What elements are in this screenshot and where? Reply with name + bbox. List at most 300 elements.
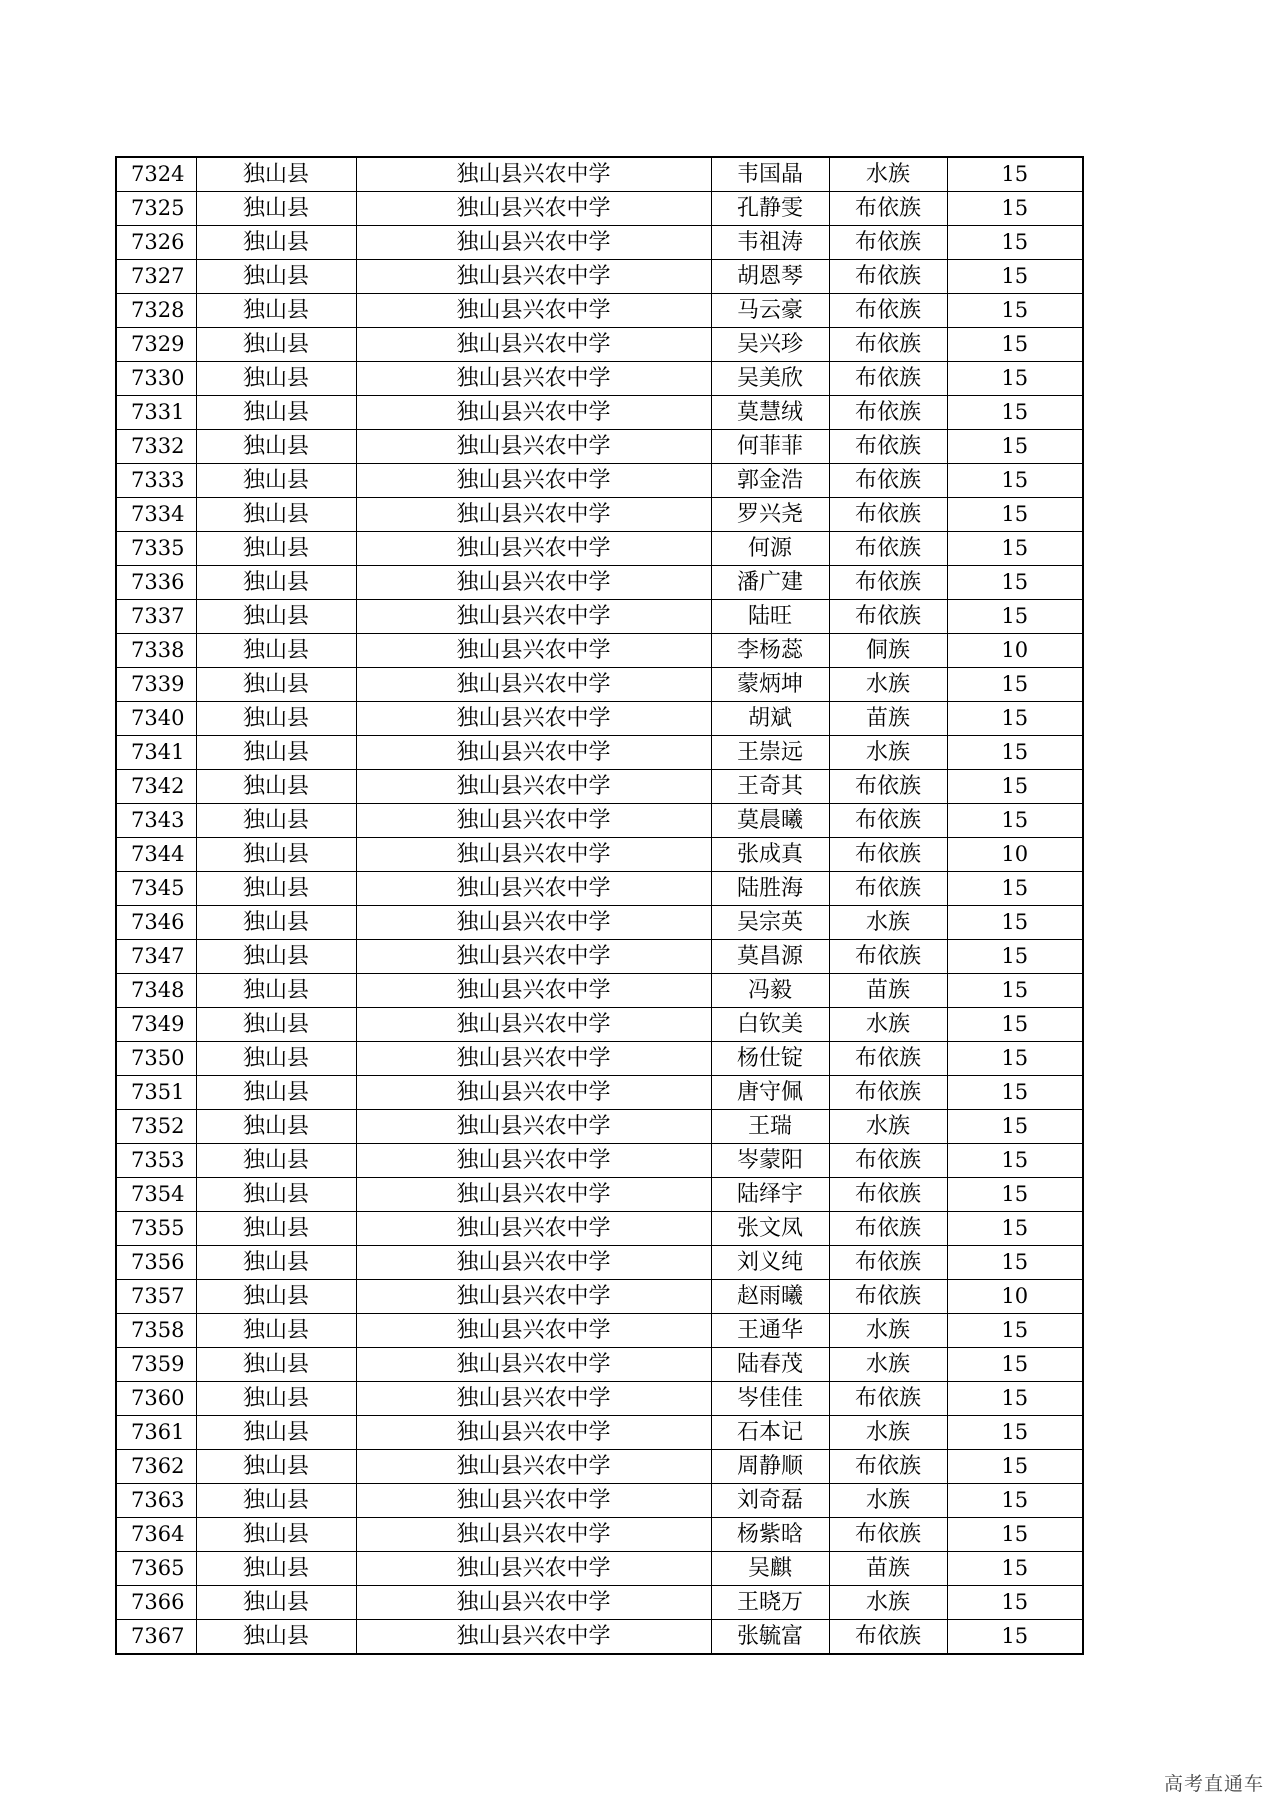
table-row (116, 1178, 1083, 1212)
score-cell: 15 (947, 1416, 1083, 1450)
row-number: 7337 (116, 600, 196, 634)
school-cell: 独山县兴农中学 (356, 464, 711, 498)
ethnicity-cell: 水族 (829, 1008, 947, 1042)
row-number: 7336 (116, 566, 196, 600)
name-cell: 吴宗英 (711, 906, 829, 940)
score-cell: 15 (947, 1212, 1083, 1246)
county-cell: 独山县 (196, 1552, 356, 1586)
ethnicity-cell: 布依族 (829, 1178, 947, 1212)
school-cell: 独山县兴农中学 (356, 1008, 711, 1042)
county-cell: 独山县 (196, 702, 356, 736)
school-cell: 独山县兴农中学 (356, 157, 711, 192)
name-cell: 周静顺 (711, 1450, 829, 1484)
score-cell: 15 (947, 1450, 1083, 1484)
name-cell: 王崇远 (711, 736, 829, 770)
name-cell: 马云豪 (711, 294, 829, 328)
school-cell: 独山县兴农中学 (356, 192, 711, 226)
row-number: 7331 (116, 396, 196, 430)
ethnicity-cell: 水族 (829, 1586, 947, 1620)
table-row (116, 532, 1083, 566)
name-cell: 吴美欣 (711, 362, 829, 396)
name-cell: 胡斌 (711, 702, 829, 736)
ethnicity-cell: 布依族 (829, 396, 947, 430)
county-cell: 独山县 (196, 396, 356, 430)
school-cell: 独山县兴农中学 (356, 1382, 711, 1416)
ethnicity-cell: 布依族 (829, 362, 947, 396)
school-cell: 独山县兴农中学 (356, 770, 711, 804)
score-cell: 15 (947, 362, 1083, 396)
ethnicity-cell: 布依族 (829, 770, 947, 804)
score-cell: 15 (947, 736, 1083, 770)
name-cell: 王奇其 (711, 770, 829, 804)
county-cell: 独山县 (196, 1620, 356, 1655)
name-cell: 刘奇磊 (711, 1484, 829, 1518)
row-number: 7346 (116, 906, 196, 940)
county-cell: 独山县 (196, 532, 356, 566)
row-number: 7353 (116, 1144, 196, 1178)
name-cell: 郭金浩 (711, 464, 829, 498)
row-number: 7356 (116, 1246, 196, 1280)
county-cell: 独山县 (196, 1382, 356, 1416)
score-cell: 15 (947, 532, 1083, 566)
row-number: 7332 (116, 430, 196, 464)
county-cell: 独山县 (196, 1246, 356, 1280)
table-row (116, 1416, 1083, 1450)
name-cell: 王瑞 (711, 1110, 829, 1144)
table-row (116, 566, 1083, 600)
school-cell: 独山县兴农中学 (356, 906, 711, 940)
name-cell: 赵雨曦 (711, 1280, 829, 1314)
ethnicity-cell: 布依族 (829, 1212, 947, 1246)
row-number: 7345 (116, 872, 196, 906)
ethnicity-cell: 水族 (829, 668, 947, 702)
school-cell: 独山县兴农中学 (356, 1552, 711, 1586)
row-number: 7342 (116, 770, 196, 804)
row-number: 7357 (116, 1280, 196, 1314)
county-cell: 独山县 (196, 1076, 356, 1110)
score-cell: 15 (947, 566, 1083, 600)
table-row (116, 1450, 1083, 1484)
county-cell: 独山县 (196, 1110, 356, 1144)
name-cell: 李杨蕊 (711, 634, 829, 668)
school-cell: 独山县兴农中学 (356, 1348, 711, 1382)
school-cell: 独山县兴农中学 (356, 498, 711, 532)
school-cell: 独山县兴农中学 (356, 974, 711, 1008)
row-number: 7340 (116, 702, 196, 736)
name-cell: 陆胜海 (711, 872, 829, 906)
name-cell: 孔静雯 (711, 192, 829, 226)
score-cell: 15 (947, 260, 1083, 294)
table-row (116, 872, 1083, 906)
table-row (116, 940, 1083, 974)
county-cell: 独山县 (196, 1280, 356, 1314)
name-cell: 石本记 (711, 1416, 829, 1450)
school-cell: 独山县兴农中学 (356, 566, 711, 600)
school-cell: 独山县兴农中学 (356, 430, 711, 464)
table-row (116, 1552, 1083, 1586)
county-cell: 独山县 (196, 974, 356, 1008)
school-cell: 独山县兴农中学 (356, 1212, 711, 1246)
table-row (116, 600, 1083, 634)
row-number: 7364 (116, 1518, 196, 1552)
school-cell: 独山县兴农中学 (356, 702, 711, 736)
table-row (116, 1518, 1083, 1552)
county-cell: 独山县 (196, 464, 356, 498)
ethnicity-cell: 布依族 (829, 1246, 947, 1280)
ethnicity-cell: 布依族 (829, 498, 947, 532)
name-cell: 罗兴尧 (711, 498, 829, 532)
county-cell: 独山县 (196, 1144, 356, 1178)
score-cell: 15 (947, 1620, 1083, 1655)
score-cell: 15 (947, 804, 1083, 838)
school-cell: 独山县兴农中学 (356, 1484, 711, 1518)
score-cell: 15 (947, 498, 1083, 532)
ethnicity-cell: 布依族 (829, 1280, 947, 1314)
table-row (116, 328, 1083, 362)
row-number: 7365 (116, 1552, 196, 1586)
row-number: 7338 (116, 634, 196, 668)
score-cell: 15 (947, 1348, 1083, 1382)
row-number: 7343 (116, 804, 196, 838)
ethnicity-cell: 水族 (829, 1348, 947, 1382)
county-cell: 独山县 (196, 1348, 356, 1382)
row-number: 7354 (116, 1178, 196, 1212)
ethnicity-cell: 水族 (829, 736, 947, 770)
table-body (116, 157, 1083, 1654)
row-number: 7325 (116, 192, 196, 226)
ethnicity-cell: 布依族 (829, 1382, 947, 1416)
county-cell: 独山县 (196, 804, 356, 838)
score-cell: 15 (947, 157, 1083, 192)
ethnicity-cell: 布依族 (829, 260, 947, 294)
name-cell: 陆绎宇 (711, 1178, 829, 1212)
table-row (116, 1076, 1083, 1110)
score-cell: 15 (947, 1518, 1083, 1552)
name-cell: 杨紫晗 (711, 1518, 829, 1552)
school-cell: 独山县兴农中学 (356, 1518, 711, 1552)
table-row (116, 192, 1083, 226)
row-number: 7344 (116, 838, 196, 872)
row-number: 7352 (116, 1110, 196, 1144)
score-cell: 10 (947, 1280, 1083, 1314)
ethnicity-cell: 水族 (829, 1484, 947, 1518)
row-number: 7339 (116, 668, 196, 702)
table-row (116, 157, 1083, 192)
school-cell: 独山县兴农中学 (356, 804, 711, 838)
table-row (116, 1348, 1083, 1382)
ethnicity-cell: 水族 (829, 157, 947, 192)
table-row (116, 906, 1083, 940)
score-cell: 15 (947, 464, 1083, 498)
row-number: 7328 (116, 294, 196, 328)
score-cell: 15 (947, 702, 1083, 736)
score-cell: 15 (947, 770, 1083, 804)
school-cell: 独山县兴农中学 (356, 1246, 711, 1280)
school-cell: 独山县兴农中学 (356, 872, 711, 906)
row-number: 7326 (116, 226, 196, 260)
row-number: 7324 (116, 157, 196, 192)
score-cell: 15 (947, 430, 1083, 464)
ethnicity-cell: 布依族 (829, 872, 947, 906)
ethnicity-cell: 水族 (829, 1416, 947, 1450)
score-cell: 15 (947, 1484, 1083, 1518)
table-row (116, 804, 1083, 838)
county-cell: 独山县 (196, 498, 356, 532)
county-cell: 独山县 (196, 1484, 356, 1518)
name-cell: 岑佳佳 (711, 1382, 829, 1416)
name-cell: 潘广建 (711, 566, 829, 600)
score-cell: 10 (947, 634, 1083, 668)
score-cell: 15 (947, 1178, 1083, 1212)
ethnicity-cell: 苗族 (829, 974, 947, 1008)
table-row (116, 226, 1083, 260)
county-cell: 独山县 (196, 1586, 356, 1620)
name-cell: 白钦美 (711, 1008, 829, 1042)
table-row (116, 396, 1083, 430)
county-cell: 独山县 (196, 430, 356, 464)
data-table (115, 156, 1084, 1655)
score-cell: 10 (947, 838, 1083, 872)
school-cell: 独山县兴农中学 (356, 1144, 711, 1178)
ethnicity-cell: 布依族 (829, 1450, 947, 1484)
ethnicity-cell: 布依族 (829, 804, 947, 838)
score-cell: 15 (947, 1042, 1083, 1076)
ethnicity-cell: 水族 (829, 1314, 947, 1348)
table-row (116, 464, 1083, 498)
county-cell: 独山县 (196, 1178, 356, 1212)
row-number: 7351 (116, 1076, 196, 1110)
name-cell: 何菲菲 (711, 430, 829, 464)
school-cell: 独山县兴农中学 (356, 1042, 711, 1076)
name-cell: 冯毅 (711, 974, 829, 1008)
table-row (116, 1042, 1083, 1076)
name-cell: 蒙炳坤 (711, 668, 829, 702)
row-number: 7327 (116, 260, 196, 294)
score-cell: 15 (947, 1586, 1083, 1620)
table-row (116, 1212, 1083, 1246)
row-number: 7349 (116, 1008, 196, 1042)
table-row (116, 702, 1083, 736)
school-cell: 独山县兴农中学 (356, 328, 711, 362)
row-number: 7341 (116, 736, 196, 770)
ethnicity-cell: 布依族 (829, 328, 947, 362)
score-cell: 15 (947, 940, 1083, 974)
row-number: 7362 (116, 1450, 196, 1484)
school-cell: 独山县兴农中学 (356, 838, 711, 872)
county-cell: 独山县 (196, 906, 356, 940)
row-number: 7335 (116, 532, 196, 566)
county-cell: 独山县 (196, 260, 356, 294)
table-row (116, 1484, 1083, 1518)
school-cell: 独山县兴农中学 (356, 1178, 711, 1212)
table-row (116, 838, 1083, 872)
ethnicity-cell: 布依族 (829, 226, 947, 260)
table-row (116, 770, 1083, 804)
score-cell: 15 (947, 1246, 1083, 1280)
row-number: 7348 (116, 974, 196, 1008)
row-number: 7330 (116, 362, 196, 396)
school-cell: 独山县兴农中学 (356, 1416, 711, 1450)
table-row (116, 430, 1083, 464)
county-cell: 独山县 (196, 157, 356, 192)
county-cell: 独山县 (196, 600, 356, 634)
score-cell: 15 (947, 872, 1083, 906)
ethnicity-cell: 布依族 (829, 464, 947, 498)
score-cell: 15 (947, 1144, 1083, 1178)
school-cell: 独山县兴农中学 (356, 1280, 711, 1314)
table-row (116, 498, 1083, 532)
school-cell: 独山县兴农中学 (356, 600, 711, 634)
score-cell: 15 (947, 668, 1083, 702)
score-cell: 15 (947, 226, 1083, 260)
name-cell: 杨仕锭 (711, 1042, 829, 1076)
score-cell: 15 (947, 1008, 1083, 1042)
name-cell: 张毓富 (711, 1620, 829, 1655)
county-cell: 独山县 (196, 736, 356, 770)
row-number: 7334 (116, 498, 196, 532)
row-number: 7329 (116, 328, 196, 362)
score-cell: 15 (947, 192, 1083, 226)
score-cell: 15 (947, 1314, 1083, 1348)
school-cell: 独山县兴农中学 (356, 396, 711, 430)
table-row (116, 1586, 1083, 1620)
row-number: 7360 (116, 1382, 196, 1416)
row-number: 7350 (116, 1042, 196, 1076)
ethnicity-cell: 布依族 (829, 1144, 947, 1178)
table-row (116, 1314, 1083, 1348)
table-row (116, 634, 1083, 668)
county-cell: 独山县 (196, 634, 356, 668)
name-cell: 胡恩琴 (711, 260, 829, 294)
ethnicity-cell: 布依族 (829, 532, 947, 566)
ethnicity-cell: 布依族 (829, 192, 947, 226)
county-cell: 独山县 (196, 668, 356, 702)
ethnicity-cell: 布依族 (829, 1042, 947, 1076)
school-cell: 独山县兴农中学 (356, 362, 711, 396)
ethnicity-cell: 布依族 (829, 294, 947, 328)
ethnicity-cell: 苗族 (829, 1552, 947, 1586)
county-cell: 独山县 (196, 226, 356, 260)
school-cell: 独山县兴农中学 (356, 1586, 711, 1620)
name-cell: 何源 (711, 532, 829, 566)
watermark-text: 高考直通车 (1163, 1773, 1264, 1795)
county-cell: 独山县 (196, 838, 356, 872)
table-row (116, 736, 1083, 770)
row-number: 7358 (116, 1314, 196, 1348)
school-cell: 独山县兴农中学 (356, 294, 711, 328)
table-row (116, 1280, 1083, 1314)
county-cell: 独山县 (196, 294, 356, 328)
score-cell: 15 (947, 1382, 1083, 1416)
row-number: 7355 (116, 1212, 196, 1246)
table-row (116, 1144, 1083, 1178)
name-cell: 王晓万 (711, 1586, 829, 1620)
name-cell: 唐守佩 (711, 1076, 829, 1110)
name-cell: 陆旺 (711, 600, 829, 634)
county-cell: 独山县 (196, 362, 356, 396)
table-row (116, 260, 1083, 294)
school-cell: 独山县兴农中学 (356, 1076, 711, 1110)
name-cell: 莫慧绒 (711, 396, 829, 430)
county-cell: 独山县 (196, 1008, 356, 1042)
score-cell: 15 (947, 328, 1083, 362)
ethnicity-cell: 布依族 (829, 1620, 947, 1655)
name-cell: 莫晨曦 (711, 804, 829, 838)
ethnicity-cell: 水族 (829, 906, 947, 940)
table-row (116, 362, 1083, 396)
school-cell: 独山县兴农中学 (356, 668, 711, 702)
county-cell: 独山县 (196, 770, 356, 804)
school-cell: 独山县兴农中学 (356, 260, 711, 294)
table-row (116, 668, 1083, 702)
score-cell: 15 (947, 396, 1083, 430)
score-cell: 15 (947, 1552, 1083, 1586)
school-cell: 独山县兴农中学 (356, 634, 711, 668)
row-number: 7359 (116, 1348, 196, 1382)
county-cell: 独山县 (196, 1450, 356, 1484)
school-cell: 独山县兴农中学 (356, 1110, 711, 1144)
school-cell: 独山县兴农中学 (356, 226, 711, 260)
ethnicity-cell: 布依族 (829, 940, 947, 974)
row-number: 7347 (116, 940, 196, 974)
table-row (116, 1382, 1083, 1416)
table-row (116, 1110, 1083, 1144)
ethnicity-cell: 布依族 (829, 1076, 947, 1110)
school-cell: 独山县兴农中学 (356, 1314, 711, 1348)
county-cell: 独山县 (196, 1042, 356, 1076)
school-cell: 独山县兴农中学 (356, 736, 711, 770)
county-cell: 独山县 (196, 1416, 356, 1450)
county-cell: 独山县 (196, 328, 356, 362)
table-row (116, 974, 1083, 1008)
ethnicity-cell: 侗族 (829, 634, 947, 668)
name-cell: 韦祖涛 (711, 226, 829, 260)
ethnicity-cell: 布依族 (829, 430, 947, 464)
score-cell: 15 (947, 906, 1083, 940)
name-cell: 王通华 (711, 1314, 829, 1348)
score-cell: 15 (947, 1110, 1083, 1144)
school-cell: 独山县兴农中学 (356, 532, 711, 566)
ethnicity-cell: 布依族 (829, 600, 947, 634)
table-row (116, 294, 1083, 328)
name-cell: 吴麒 (711, 1552, 829, 1586)
row-number: 7333 (116, 464, 196, 498)
school-cell: 独山县兴农中学 (356, 1450, 711, 1484)
row-number: 7367 (116, 1620, 196, 1655)
county-cell: 独山县 (196, 192, 356, 226)
ethnicity-cell: 布依族 (829, 566, 947, 600)
ethnicity-cell: 苗族 (829, 702, 947, 736)
name-cell: 张成真 (711, 838, 829, 872)
table-row (116, 1620, 1083, 1655)
table-row (116, 1008, 1083, 1042)
name-cell: 韦国晶 (711, 157, 829, 192)
name-cell: 岑蒙阳 (711, 1144, 829, 1178)
row-number: 7361 (116, 1416, 196, 1450)
county-cell: 独山县 (196, 940, 356, 974)
score-cell: 15 (947, 974, 1083, 1008)
table-row (116, 1246, 1083, 1280)
school-cell: 独山县兴农中学 (356, 1620, 711, 1655)
row-number: 7363 (116, 1484, 196, 1518)
name-cell: 吴兴珍 (711, 328, 829, 362)
name-cell: 陆春茂 (711, 1348, 829, 1382)
county-cell: 独山县 (196, 872, 356, 906)
name-cell: 张文凤 (711, 1212, 829, 1246)
school-cell: 独山县兴农中学 (356, 940, 711, 974)
score-cell: 15 (947, 294, 1083, 328)
score-cell: 15 (947, 600, 1083, 634)
